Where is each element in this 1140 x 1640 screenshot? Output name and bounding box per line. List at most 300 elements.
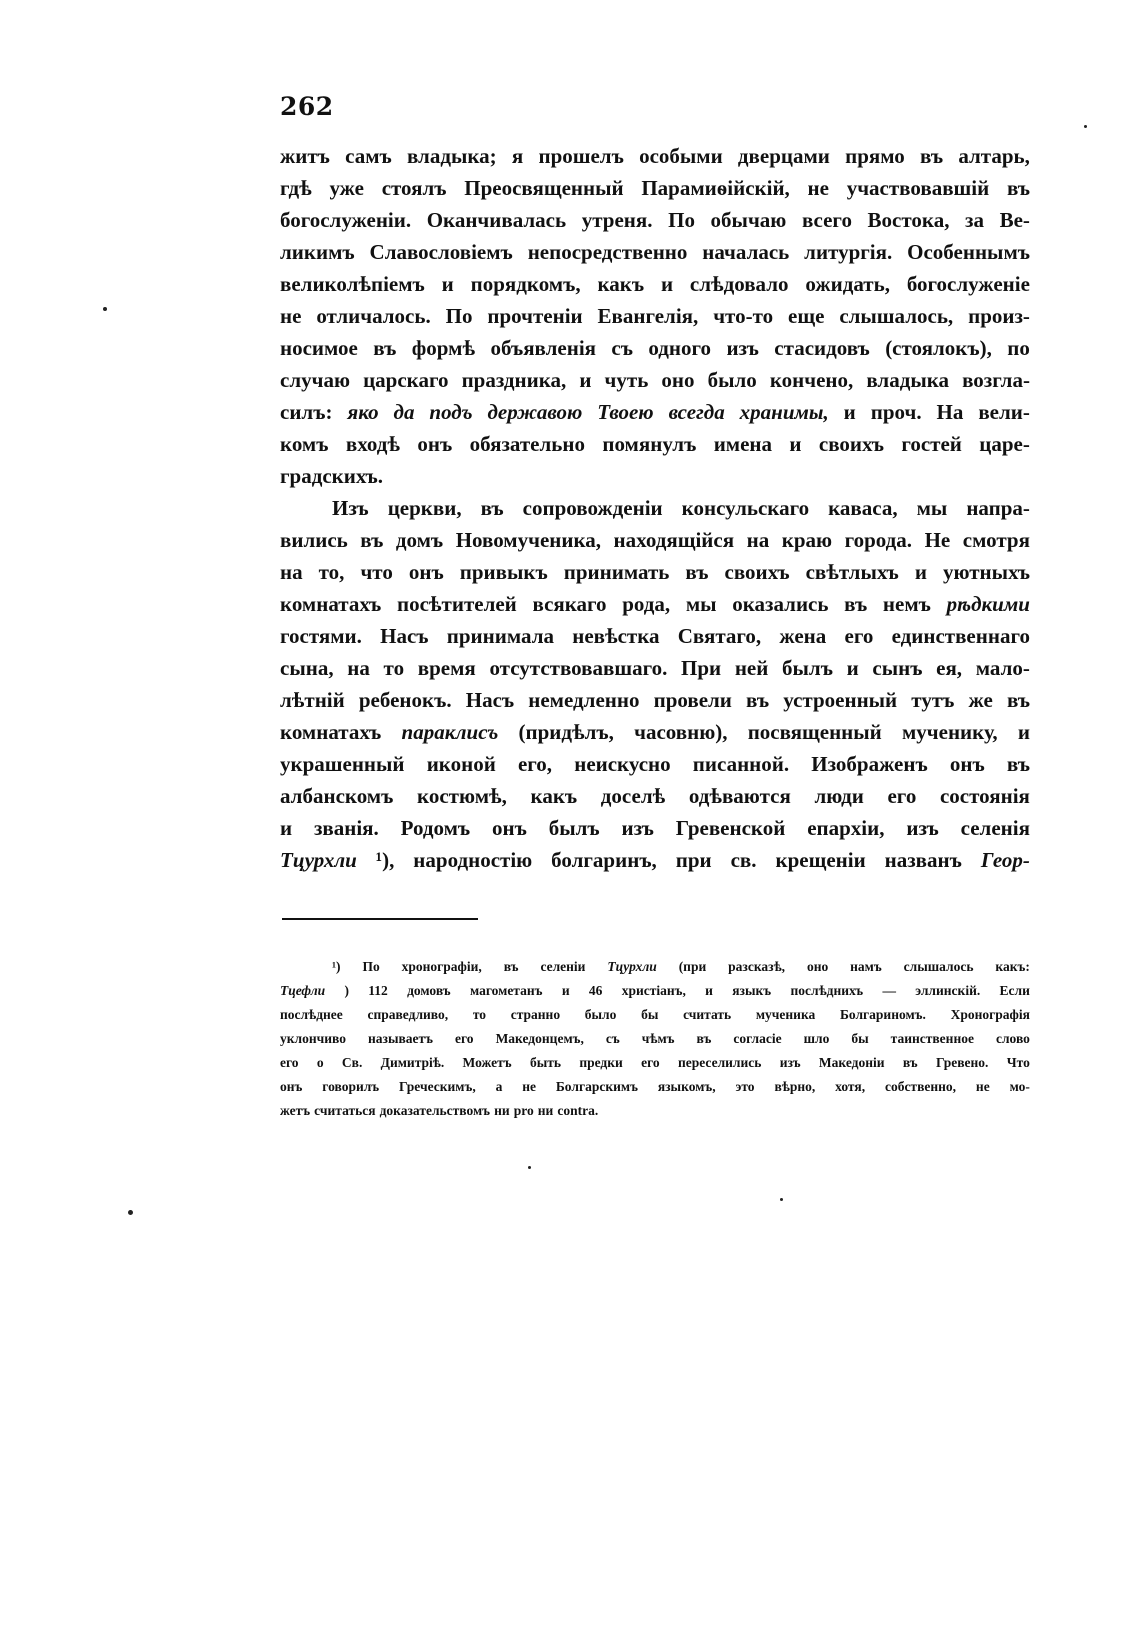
footnote-word: бы [641, 1007, 659, 1022]
footnote-word: послѣднихъ [790, 983, 864, 998]
body-word: св. [730, 848, 757, 872]
body-word: единственнаго [891, 624, 1030, 648]
footnote-word: называетъ [367, 1031, 434, 1046]
footnote-word: языкъ [732, 983, 772, 998]
footnote-word: ¹) [332, 959, 341, 974]
body-word: ребенокъ. [358, 688, 452, 712]
body-word: онъ [949, 752, 985, 776]
footnote-word: магометанъ [469, 983, 543, 998]
body-word: владыка [866, 368, 949, 392]
body-word: прочтеніи [487, 304, 583, 328]
body-word: и [280, 816, 293, 840]
body-word: часовню), [634, 720, 728, 744]
footnote-word: о [316, 1055, 324, 1070]
body-word: возгла- [962, 368, 1030, 392]
footnote-line [280, 979, 1030, 1003]
body-word: домъ [395, 528, 444, 552]
body-word: при [675, 848, 712, 872]
body-word: рода, [622, 592, 671, 616]
footnote-word: Димитріѣ. [380, 1055, 445, 1070]
scan-speck [1084, 125, 1087, 128]
body-word: въ [1006, 688, 1030, 712]
body-word: стасидовъ [774, 336, 870, 360]
body-word: Востока, [867, 208, 950, 232]
body-word: и [441, 272, 454, 296]
footnote-word: эллинскій. [915, 983, 981, 998]
footnote-line [280, 1099, 1030, 1123]
body-word: доселѣ [600, 784, 666, 808]
footnote-word: Св. [341, 1055, 363, 1070]
body-word: въ [1006, 176, 1030, 200]
body-word: гдѣ [280, 176, 312, 200]
body-word: въ [373, 336, 397, 360]
footnote-word: считать [683, 1007, 732, 1022]
body-line [280, 684, 1030, 716]
footnote-word: собственно, [884, 1079, 957, 1094]
footnote-word: онъ [280, 1079, 303, 1094]
footnote-word: въ [902, 1055, 918, 1070]
page-number: 262 [280, 92, 334, 121]
body-line [280, 300, 1030, 332]
footnote-word: говорилъ [322, 1079, 380, 1094]
body-line [280, 428, 1030, 460]
body-word: литургія. [804, 240, 893, 264]
body-word: какъ [597, 272, 645, 296]
body-line [280, 396, 1030, 428]
footnote-word: переселились [678, 1055, 762, 1070]
body-word: ликимъ [280, 240, 355, 264]
body-text [280, 140, 1030, 876]
body-word: уже [329, 176, 364, 200]
body-word: Не [924, 528, 951, 552]
body-word: селенія [960, 816, 1030, 840]
body-word: оно [661, 368, 695, 392]
body-word: подъ [429, 400, 473, 424]
body-word: одного [648, 336, 712, 360]
body-word: на [347, 656, 370, 680]
body-word: всякаго [532, 592, 607, 616]
body-word: гостей [901, 432, 962, 456]
body-word: богослуженіи. [280, 208, 412, 232]
body-word: слѣдовало [689, 272, 789, 296]
body-word: помянулъ [602, 432, 697, 456]
body-word: отсутствовавшаго. [489, 656, 668, 680]
footnote-word: не [975, 1079, 990, 1094]
body-line [280, 364, 1030, 396]
footnote-word: мо- [1009, 1079, 1030, 1094]
body-line [280, 140, 1030, 172]
footnote-word: ни [494, 1103, 510, 1118]
body-word: всегда [668, 400, 725, 424]
body-word: былъ [548, 816, 600, 840]
body-word: албанскомъ [280, 784, 394, 808]
scan-speck [128, 1210, 133, 1215]
body-word: всего [801, 208, 852, 232]
body-line [280, 780, 1030, 812]
body-word: мы [685, 592, 717, 616]
body-word: Изображенъ [811, 752, 928, 776]
footnote-word: 112 [368, 983, 388, 998]
body-word: Святаго, [677, 624, 762, 648]
footnote-word: а [495, 1079, 503, 1094]
body-word: произ- [968, 304, 1030, 328]
body-word: отличалось. [316, 304, 431, 328]
body-line [280, 748, 1030, 780]
footnote-divider [282, 918, 478, 920]
footnote-word: ни [537, 1103, 554, 1118]
body-word: хранимы, [739, 400, 829, 424]
body-word: люди [814, 784, 864, 808]
footnote-word: мученика [755, 1007, 816, 1022]
body-word: житъ [280, 144, 330, 168]
footnote-word: странно [510, 1007, 561, 1022]
body-word: я [511, 144, 524, 168]
body-word: его, [517, 752, 553, 776]
body-word: входѣ [345, 432, 401, 456]
footnote-word: шло [803, 1031, 830, 1046]
body-word: Тцурхли [280, 848, 357, 872]
body-word: чуть [604, 368, 649, 392]
body-word: епархіи, [807, 816, 885, 840]
footnote-word: было [584, 1007, 617, 1022]
body-line [280, 524, 1030, 556]
body-word: Новомученика, [455, 528, 601, 552]
body-word: праздника, [461, 368, 567, 392]
body-word: и [1017, 720, 1030, 744]
footnote-word: какъ: [995, 959, 1030, 974]
body-word: находящійся [613, 528, 735, 552]
footnote-word: Греческимъ, [399, 1079, 476, 1094]
body-word: названъ [884, 848, 962, 872]
body-word: Насъ [380, 624, 429, 648]
body-word: не [807, 176, 829, 200]
footnote-word: и [561, 983, 570, 998]
body-word: что-то [713, 304, 774, 328]
body-word: народностію [413, 848, 533, 872]
body-word: Твоею [597, 400, 654, 424]
body-word: прямо [845, 144, 905, 168]
body-word: параклисъ [401, 720, 499, 744]
footnote-word: чѣмъ [641, 1031, 675, 1046]
footnote-word: таинственное [890, 1031, 974, 1046]
footnote-word: ) [344, 983, 349, 998]
body-word: яко [347, 400, 379, 424]
body-word: состоянія [939, 784, 1030, 808]
body-word: своихъ [724, 560, 790, 584]
body-line [280, 716, 1030, 748]
body-word: вились [280, 528, 348, 552]
body-word: по [1007, 336, 1030, 360]
body-word: царскаго [363, 368, 449, 392]
body-word: На [936, 400, 964, 424]
body-word: лѣтній [280, 688, 345, 712]
body-line [280, 172, 1030, 204]
body-word: прошелъ [538, 144, 624, 168]
body-word: державою [487, 400, 583, 424]
footnote-word: его [641, 1055, 660, 1070]
body-word: какъ [530, 784, 578, 808]
body-word: тутъ [911, 688, 955, 712]
body-word: своихъ [818, 432, 884, 456]
body-word: порядкомъ, [470, 272, 581, 296]
footnote-word: предки [579, 1055, 623, 1070]
footnote-word: то [472, 1007, 487, 1022]
body-word: владыка; [406, 144, 497, 168]
body-word: и [914, 560, 927, 584]
body-word: изъ [906, 816, 939, 840]
body-word: сынъ [872, 656, 923, 680]
footnote-word: считаться [314, 1103, 376, 1118]
body-word: да [393, 400, 415, 424]
body-word: болгаринъ, [551, 848, 657, 872]
body-word: имена [713, 432, 773, 456]
body-word: и [789, 432, 802, 456]
body-word: Парамиѳійскій, [641, 176, 790, 200]
scan-speck [780, 1198, 783, 1201]
footnote-word: pro [513, 1103, 534, 1118]
body-word: въ [844, 592, 868, 616]
body-word: формѣ [411, 336, 476, 360]
body-line [280, 620, 1030, 652]
body-word: стоялъ [381, 176, 447, 200]
footnote-word: Болгариномъ. [839, 1007, 926, 1022]
footnote-word: Македонцемъ, [495, 1031, 584, 1046]
footnote-word: Что [1006, 1055, 1030, 1070]
body-word: иконой [426, 752, 496, 776]
body-word: посвященный [747, 720, 882, 744]
body-word: церкви, [387, 496, 462, 520]
body-word: По [445, 304, 473, 328]
body-word: сына, [280, 656, 334, 680]
body-word: дверцами [737, 144, 830, 168]
body-word: великолѣпіемъ [280, 272, 425, 296]
body-word: съ [611, 336, 633, 360]
body-word: (стоялокъ), [885, 336, 992, 360]
body-word: смотря [962, 528, 1030, 552]
body-word: Евангелія, [597, 304, 699, 328]
body-word: провели [653, 688, 732, 712]
body-line [280, 588, 1030, 620]
footnote-line [280, 1075, 1030, 1099]
body-word: не [280, 304, 302, 328]
body-word: комнатахъ [280, 592, 382, 616]
body-word: устроенный [783, 688, 898, 712]
body-word: краю [781, 528, 833, 552]
body-word: и [579, 368, 592, 392]
body-word: ожидать, [805, 272, 890, 296]
footnote-word: изъ [779, 1055, 801, 1070]
body-word: что [360, 560, 393, 584]
body-word: и [843, 400, 856, 424]
body-word: вели- [978, 400, 1030, 424]
body-word: онъ [417, 432, 453, 456]
body-word: немъ [882, 592, 931, 616]
body-word: комъ [280, 432, 329, 456]
body-line [280, 844, 1030, 876]
body-word: невѣстка [572, 624, 660, 648]
footnote-word: оно [806, 959, 829, 974]
body-word: то, [318, 560, 345, 584]
body-word: Насъ [465, 688, 515, 712]
footnote-word: Македоніи [818, 1055, 885, 1070]
body-word: градскихъ. [280, 464, 384, 488]
footnote-word: Хронографія [950, 1007, 1030, 1022]
body-word: посѣтителей [397, 592, 517, 616]
footnotes [280, 955, 1030, 1123]
footnote-line [280, 1003, 1030, 1027]
body-line [280, 236, 1030, 268]
body-word: кончено, [769, 368, 854, 392]
footnote-word: разсказѣ, [728, 959, 786, 974]
body-word: Преосвященный [464, 176, 624, 200]
body-word: Особеннымъ [907, 240, 1030, 264]
body-word: изъ [621, 816, 654, 840]
body-word: мало- [975, 656, 1030, 680]
body-word: же [968, 688, 993, 712]
body-word: то [383, 656, 405, 680]
body-word: Геор- [980, 848, 1030, 872]
body-word: былъ [782, 656, 833, 680]
footnote-word: не [522, 1079, 536, 1094]
body-word: жена [779, 624, 827, 648]
body-word: въ [480, 496, 504, 520]
body-line [280, 556, 1030, 588]
body-word: силъ: [280, 400, 333, 424]
body-word: ея, [936, 656, 963, 680]
body-word: онъ [408, 560, 444, 584]
body-word: Оканчивалась [426, 208, 567, 232]
body-word: слышалось, [839, 304, 954, 328]
body-word: Ве- [999, 208, 1030, 232]
footnote-line [280, 955, 1030, 979]
body-line [280, 460, 1030, 492]
body-word: алтарь, [958, 144, 1030, 168]
footnote-word: его [455, 1031, 474, 1046]
footnote-word: contra. [557, 1103, 599, 1118]
footnote-word: Тцефли [280, 983, 326, 998]
body-word: на [746, 528, 770, 552]
body-word: въ [746, 688, 770, 712]
body-word: объявленія [490, 336, 597, 360]
body-word: носимое [280, 336, 358, 360]
body-word: было [707, 368, 757, 392]
body-word: украшенный [280, 752, 405, 776]
body-word: еще [788, 304, 825, 328]
body-line [280, 268, 1030, 300]
body-word: уютныхъ [942, 560, 1030, 584]
body-word: царе- [979, 432, 1030, 456]
body-line [280, 652, 1030, 684]
footnote-word: и [705, 983, 713, 998]
body-word: обязательно [469, 432, 585, 456]
body-word: Родомъ [400, 816, 471, 840]
body-word: неискусно [574, 752, 671, 776]
footnote-word: вѣрно, [774, 1079, 816, 1094]
body-word: оказались [732, 592, 829, 616]
body-word: ¹), [375, 848, 395, 872]
body-word: одѣваются [688, 784, 791, 808]
body-word: въ [1006, 752, 1030, 776]
body-word: костюмѣ, [417, 784, 507, 808]
body-word: писанной. [692, 752, 790, 776]
body-line [280, 332, 1030, 364]
footnote-word: съ [605, 1031, 620, 1046]
body-word: началась [702, 240, 790, 264]
footnote-word: его [280, 1055, 299, 1070]
footnote-word: языкомъ, [657, 1079, 716, 1094]
body-word: При [681, 656, 722, 680]
body-word: его [887, 784, 917, 808]
footnote-word: 46 [588, 983, 603, 998]
body-word: Славословіемъ [369, 240, 513, 264]
footnote-word: уклончиво [280, 1031, 346, 1046]
body-word: свѣтлыхъ [805, 560, 899, 584]
body-word: Гревенской [675, 816, 786, 840]
body-word: за [965, 208, 984, 232]
footnote-line [280, 1027, 1030, 1051]
body-word: (придѣлъ, [518, 720, 614, 744]
body-word: консульскаго [681, 496, 810, 520]
footnote-word: намъ [850, 959, 882, 974]
body-word: проч. [870, 400, 922, 424]
footnote-word: Тцурхли [607, 959, 657, 974]
body-word: напра- [966, 496, 1030, 520]
footnote-word: доказательствомъ [379, 1103, 491, 1118]
body-line [280, 492, 1030, 524]
footnote-word: Болгарскимъ [555, 1079, 638, 1094]
footnote-word: христіанъ, [621, 983, 686, 998]
body-word: случаю [280, 368, 350, 392]
body-word: обычаю [710, 208, 787, 232]
footnote-word: хронографіи, [401, 959, 482, 974]
body-word: и [846, 656, 859, 680]
body-word: гостями. [280, 624, 362, 648]
footnote-word: послѣднее [280, 1007, 343, 1022]
body-word: крещеніи [775, 848, 866, 872]
footnote-word: согласіе [733, 1031, 782, 1046]
footnote-line [280, 1051, 1030, 1075]
body-word: въ [685, 560, 709, 584]
body-word: немедленно [528, 688, 640, 712]
footnote-word: въ [696, 1031, 712, 1046]
body-word: на [280, 560, 303, 584]
body-word: принимать [563, 560, 670, 584]
footnote-word: быть [529, 1055, 562, 1070]
body-word: принимала [446, 624, 554, 648]
footnote-word: бы [851, 1031, 869, 1046]
body-word: сопровожденіи [522, 496, 663, 520]
body-line [280, 812, 1030, 844]
scan-speck [528, 1166, 531, 1169]
body-word: въ [920, 144, 944, 168]
body-word: особыми [639, 144, 723, 168]
body-word: званія. [313, 816, 379, 840]
scan-speck [103, 307, 107, 311]
body-word: онъ [492, 816, 527, 840]
body-word: участвовавшій [846, 176, 990, 200]
footnote-word: слышалось [903, 959, 974, 974]
body-word: города. [844, 528, 913, 552]
body-word: мученику, [901, 720, 998, 744]
footnote-word: По [362, 959, 380, 974]
body-word: его [844, 624, 874, 648]
footnote-word: домовъ [407, 983, 451, 998]
footnote-word: жетъ [280, 1103, 311, 1118]
footnote-word: въ [503, 959, 519, 974]
body-word: непосредственно [527, 240, 688, 264]
footnote-word: (при [678, 959, 707, 974]
body-word: По [668, 208, 695, 232]
